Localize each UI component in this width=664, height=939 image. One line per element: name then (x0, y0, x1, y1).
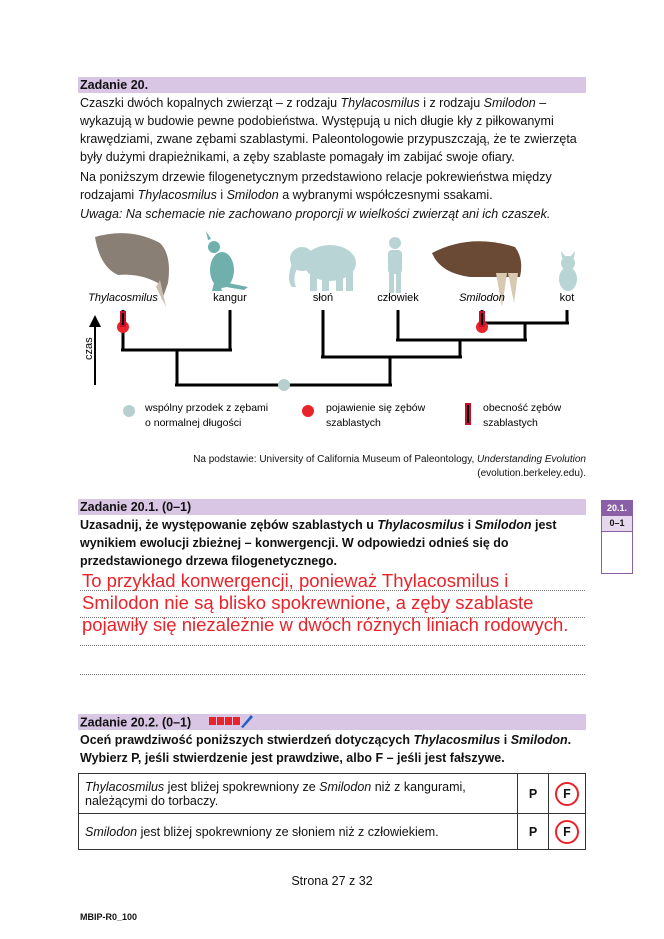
handwritten-answer[interactable]: To przykład konwergencji, ponieważ Thylacosmilus i Smilodon nie są blisko spokrewnione, a zęby szablaste pojawiły się niezależnie w dwóch różnych liniach rodowych. (82, 570, 569, 635)
answer-line (80, 674, 585, 675)
taxon-label: kot (559, 292, 575, 304)
phylogenetic-tree (0, 225, 664, 440)
legend-ancestor-icon (123, 405, 135, 417)
task-20-note: Uwaga: Na schemacie nie zachowano proporcji w wielkości zwierząt ani ich czaszek. (80, 207, 551, 221)
statement-cell: Smilodon jest bliżej spokrewniony ze słoniem niż z człowiekiem. (79, 814, 518, 850)
selected-answer-circle[interactable]: F (555, 820, 579, 844)
task-20-intro: Czaszki dwóch kopalnych zwierząt – z rodzaju Thylacosmilus i z rodzaju Smilodon – wykazują w budowie pewne podobieństwa. Występują u nich długie kły z piłkowanymi krawędziami, zwane zębami szablastymi. Paleontologowie przypuszczają, że te zwierzęta były dużymi drapieżnikami, a zęby szablaste pomagały im zabijać swoje ofiary. (80, 96, 577, 164)
time-axis-label: czas (83, 337, 95, 360)
legend-appearance-label-2: szablastych (326, 417, 381, 429)
source-note: Na podstawie: University of California Museum of Paleontology, Understanding Evolution (evolution.berkeley.edu). (193, 454, 586, 479)
option-p[interactable]: P (518, 774, 549, 814)
pencil-icon (209, 714, 253, 732)
table-row (79, 814, 586, 850)
legend-presence-label-2: szablastych (483, 417, 538, 429)
document-code: MBIP-R0_100 (80, 912, 138, 922)
legend-presence-label-1: obecność zębów (483, 402, 562, 414)
cat-icon (559, 251, 577, 291)
legend-ancestor-label-1: wspólny przodek z zębami (145, 402, 269, 414)
taxon-label: Smilodon (459, 292, 505, 304)
task-20-1-header: Zadanie 20.1. (0–1) (78, 499, 586, 515)
table-row (79, 774, 586, 814)
taxon-label: słoń (312, 292, 334, 304)
legend-appearance-label-1: pojawienie się zębów (326, 402, 426, 414)
page-number: Strona 27 z 32 (291, 874, 373, 888)
task-20-2-question: Oceń prawdziwość poniższych stwierdzeń dotyczących Thylacosmilus i Smilodon. Wybierz P, jeśli stwierdzenie jest prawdziwe, albo F – jeśli jest fałszywe. (80, 733, 572, 765)
taxon-label: człowiek (377, 292, 419, 304)
task-20-1-question: Uzasadnij, że występowanie zębów szablastych u Thylacosmilus i Smilodon jest wynikiem ewolucji zbieżnej – konwergencji. W odpowiedzi odnieś się do przedstawionego drzewa filogenetycznego. (80, 518, 557, 568)
score-box (601, 500, 633, 574)
score-box-range: 0–1 (602, 516, 632, 532)
task-20-2-header: Zadanie 20.2. (0–1) (78, 714, 586, 730)
taxon-label: kangur (213, 292, 247, 304)
selected-answer-circle[interactable]: F (555, 782, 579, 806)
true-false-table (78, 773, 586, 850)
option-f[interactable] (549, 814, 586, 850)
answer-line (80, 645, 585, 646)
option-p[interactable]: P (518, 814, 549, 850)
human-icon (388, 237, 402, 293)
taxon-label: Thylacosmilus (88, 292, 158, 304)
task-20-tree-intro: Na poniższym drzewie filogenetycznym przedstawiono relacje pokrewieństwa między rodzajami Thylacosmilus i Smilodon a wybranymi współczesnymi ssakami. (80, 170, 552, 202)
legend-ancestor-label-2: o normalnej długości (145, 417, 242, 429)
common-ancestor-marker (278, 379, 290, 391)
tree-branches (121, 310, 569, 385)
score-box-code: 20.1. (602, 501, 632, 516)
statement-cell: Thylacosmilus jest bliżej spokrewniony ze Smilodon niż z kangurami, należącymi do torbaczy. (79, 774, 518, 814)
time-axis-arrow-icon (89, 315, 101, 327)
kangaroo-icon (206, 231, 248, 291)
option-f[interactable] (549, 774, 586, 814)
task-20-header: Zadanie 20. (78, 77, 586, 93)
elephant-icon (289, 245, 356, 291)
legend-appearance-icon (302, 405, 314, 417)
